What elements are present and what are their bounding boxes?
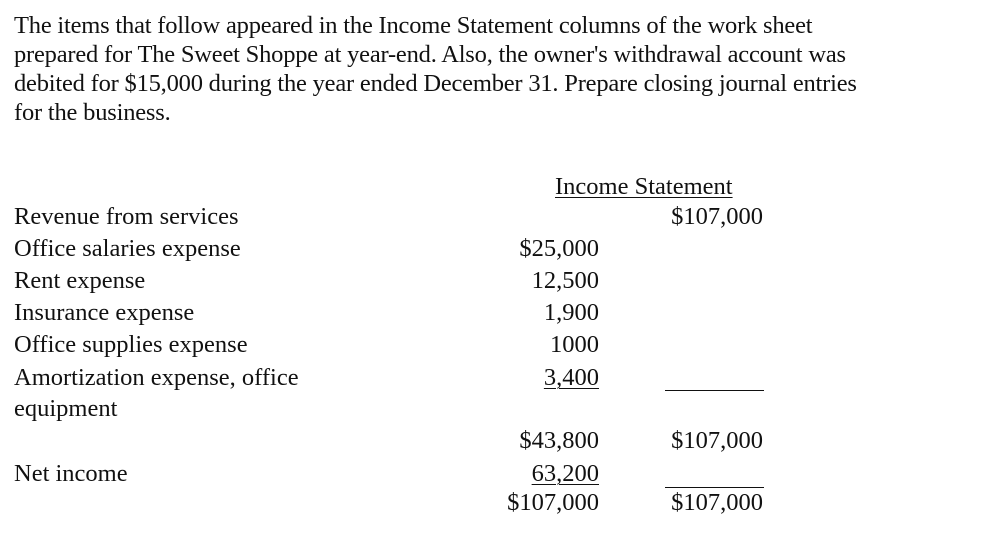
revenue-label: Revenue from services xyxy=(14,203,239,230)
total-credit: $107,000 xyxy=(671,489,763,516)
problem-line: debited for $15,000 during the year ended December 31. Prepare closing journal entries xyxy=(14,70,857,97)
problem-line: The items that follow appeared in the Income Statement columns of the work sheet xyxy=(14,12,813,39)
amortization-debit: 3,400 xyxy=(543,364,599,391)
salaries-label: Office salaries expense xyxy=(14,235,241,262)
rent-debit: 12,500 xyxy=(531,267,599,294)
subtotal-credit: $107,000 xyxy=(671,427,763,454)
revenue-credit: $107,000 xyxy=(671,203,763,230)
net-income-debit: 63,200 xyxy=(531,460,599,487)
total-debit: $107,000 xyxy=(507,489,599,516)
supplies-label: Office supplies expense xyxy=(14,331,248,358)
credit-subtotal-rule xyxy=(665,390,764,391)
amortization-label: Amortization expense, office xyxy=(14,364,299,391)
salaries-debit: $25,000 xyxy=(519,235,599,262)
problem-line: for the business. xyxy=(14,99,171,126)
problem-line: prepared for The Sweet Shoppe at year-end. Also, the owner's withdrawal account was xyxy=(14,41,846,68)
problem-statement xyxy=(14,11,984,127)
insurance-debit: 1,900 xyxy=(543,299,599,326)
amortization-label-cont: equipment xyxy=(14,395,118,422)
subtotal-debit: $43,800 xyxy=(519,427,599,454)
income-statement-header: Income Statement xyxy=(555,173,733,200)
rent-label: Rent expense xyxy=(14,267,146,294)
supplies-debit: 1000 xyxy=(550,331,599,358)
insurance-label: Insurance expense xyxy=(14,299,195,326)
net-income-label: Net income xyxy=(14,460,128,487)
